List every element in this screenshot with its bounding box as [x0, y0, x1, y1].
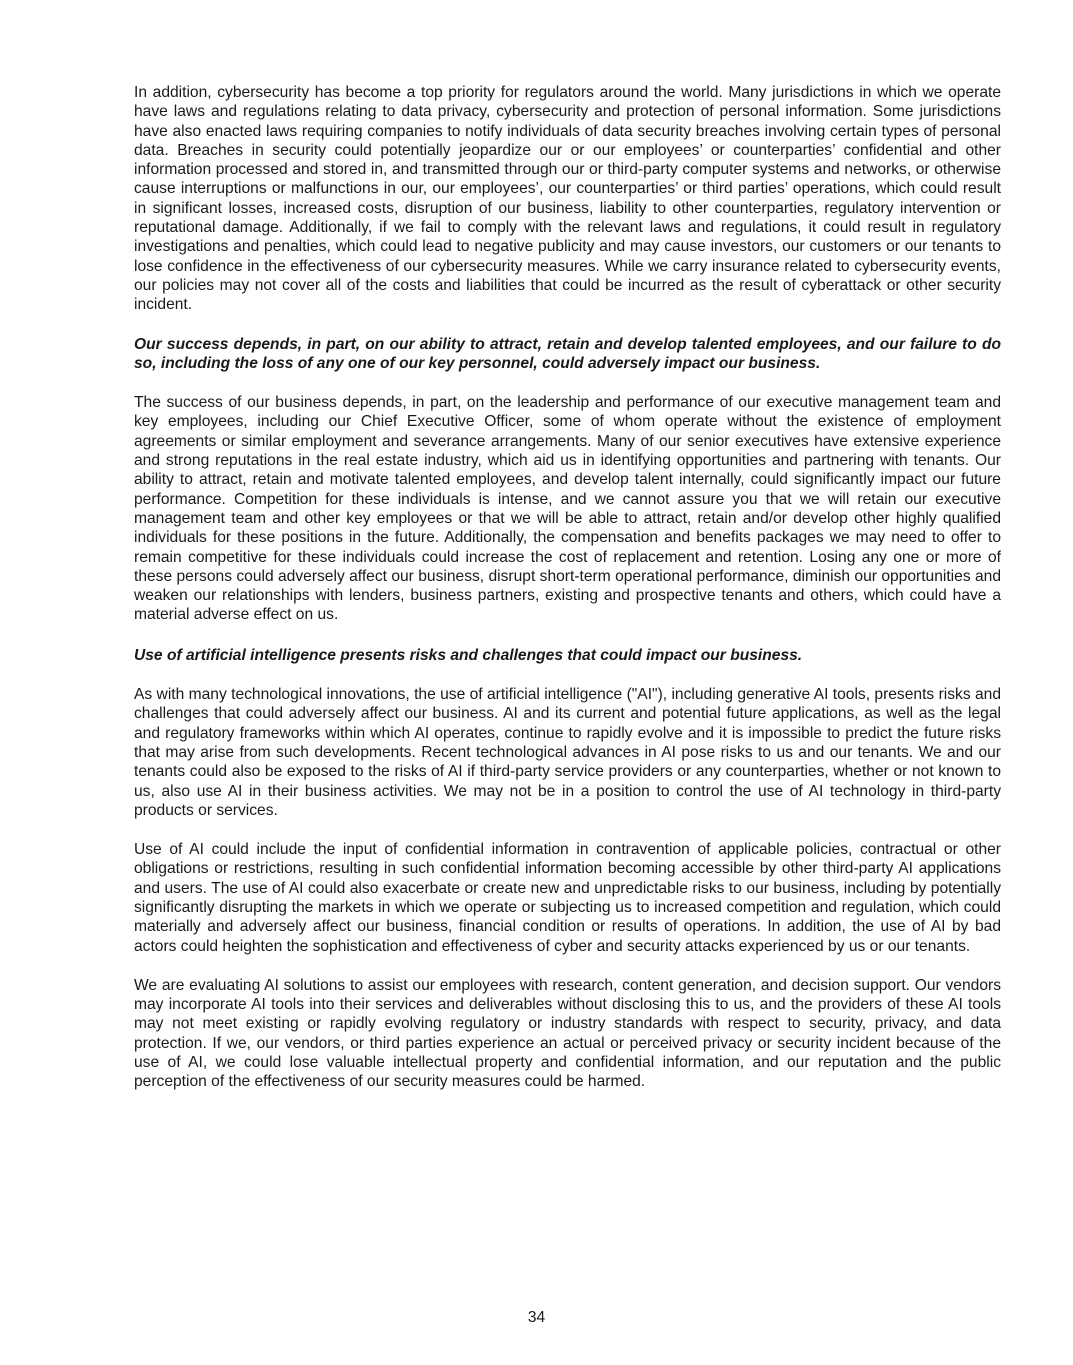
paragraph-spacer — [134, 665, 1001, 685]
paragraph-spacer — [134, 625, 1001, 646]
document-body — [134, 83, 1001, 1092]
ai-risks-paragraph: As with many technological innovations, the use of artificial intelligence ("AI"), including generative AI tools, presents risks and challenges that could adversely affect our business. AI and its current and potential future applications, as well as the legal and regulatory frameworks within which AI operates, continue to rapidly evolve and it is impossible to predict the future risks that may arise from such developments. Recent technological advances in AI pose risks to us and our tenants. We and our tenants could also be exposed to the risks of AI if third-party service providers or any counterparties, whether or not known to us, also use AI in their business activities. We may not be in a position to control the use of AI technology in third-party products or services. — [134, 686, 1001, 819]
page-number: 34 — [527, 1309, 546, 1326]
paragraph-spacer — [134, 373, 1001, 393]
key-personnel-paragraph: The success of our business depends, in part, on the leadership and performance of our executive management team and key employees, including our Chief Executive Officer, some of whom operate without the existence of employment agreements or similar employment and severance arrangements. Many of our senior executives have extensive experience and strong reputations in the real estate industry, which aid us in identifying opportunities and partnering with tenants. Our ability to attract, retain and motivate talented employees, and develop talent internally, could significantly impact our future performance. Competition for these individuals is intense, and we cannot assure you that we will retain our executive management team and other key employees or that we will be able to attract, retain and/or develop other highly qualified individuals for these positions in the future. Additionally, the compensation and benefits packages we may need to offer to remain competitive for these individuals could increase the cost of replacement and retention. Losing any one or more of these persons could adversely affect our business, disrupt short-term operational performance, diminish our opportunities and weaken our relationships with lenders, business partners, existing and prospective tenants and others, which could have a material adverse effect on us. — [134, 394, 1001, 624]
paragraph-spacer — [134, 315, 1001, 335]
ai-confidential-info-paragraph: Use of AI could include the input of confidential information in contravention of applicable policies, contractual or other obligations or restrictions, resulting in such confidential information becoming accessible by other third-party AI applications and users. The use of AI could also exacerbate or create new and unpredictable risks to our business, including by potentially significantly disrupting the markets in which we operate or subjecting us to increased competition and regulation, which could materially and adversely affect our business, financial condition or results of operations. In addition, the use of AI by bad actors could heighten the sophistication and effectiveness of cyber and security attacks experienced by us or our tenants. — [134, 841, 1001, 955]
key-personnel-risk-heading: Our success depends, in part, on our ability to attract, retain and develop talented employees, and our failure to do so, including the loss of any one of our key personnel, could adversely impact our business. — [134, 335, 1001, 372]
paragraph-spacer — [134, 820, 1001, 840]
ai-risk-heading: Use of artificial intelligence presents risks and challenges that could impact our business. — [134, 646, 803, 664]
cybersecurity-regulation-paragraph: In addition, cybersecurity has become a top priority for regulators around the world. Many jurisdictions in which we operate have laws and regulations relating to data privacy, cybersecurity and protection of personal information. Some jurisdictions have also enacted laws requiring companies to notify individuals of data security breaches involving certain types of personal data. Breaches in security could potentially jeopardize our or our employees’ or counterparties’ confidential and other information processed and stored in, and transmitted through our or third-party computer systems and networks, or otherwise cause interruptions or malfunctions in our, our employees’, our counterparties’ or third parties’ operations, which could result in significant losses, increased costs, disruption of our business, liability to other counterparties, regulatory intervention or reputational damage. Additionally, if we fail to comply with the relevant laws and regulations, it could result in regulatory investigations and penalties, which could lead to negative publicity and may cause investors, our customers or our tenants to lose confidence in the effectiveness of our cybersecurity measures. While we carry insurance related to cybersecurity events, our policies may not cover all of the costs and liabilities that could be incurred as the result of cyberattack or other security incident. — [134, 84, 1001, 314]
ai-evaluation-paragraph: We are evaluating AI solutions to assist our employees with research, content generation, and decision support. Our vendors may incorporate AI tools into their services and deliverables without disclosing this to us, and the providers of these AI tools may not meet existing or rapidly evolving regulatory or industry standards with respect to security, privacy, and data protection. If we, our vendors, or third parties experience an actual or perceived privacy or security incident because of the use of AI, we could lose valuable intellectual property and confidential information, and our reputation and the public perception of the effectiveness of our security measures could be harmed. — [134, 976, 1001, 1091]
paragraph-spacer — [134, 956, 1001, 976]
